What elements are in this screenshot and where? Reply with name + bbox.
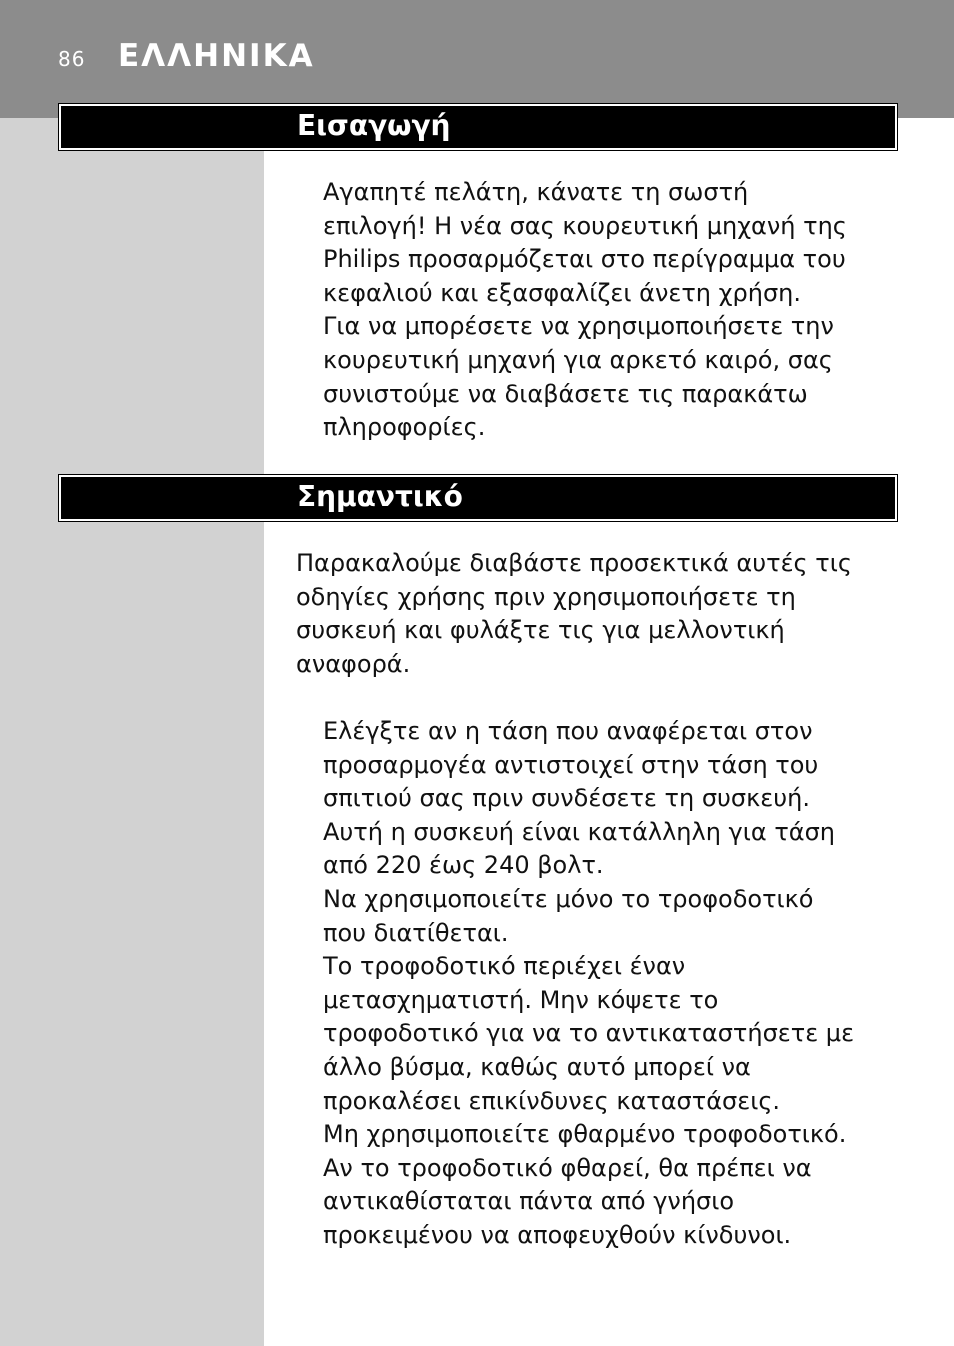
- side-margin-column: [0, 118, 264, 1346]
- text-line: Ελέγξτε αν η τάση που αναφέρεται στον: [323, 717, 813, 745]
- text-line: άλλο βύσμα, καθώς αυτό μπορεί να: [323, 1052, 751, 1081]
- text-line: από 220 έως 240 βολτ.: [323, 851, 604, 880]
- text-line: σπιτιού σας πριν συνδέσετε τη συσκευή.: [323, 784, 810, 813]
- section-title: Εισαγωγή: [297, 109, 451, 142]
- text-line: Αυτή η συσκευή είναι κατάλληλη για τάση: [323, 817, 836, 846]
- section-heading-bar: [59, 104, 897, 150]
- text-line: Αν το τροφοδοτικό φθαρεί, θα πρέπει να: [323, 1153, 812, 1182]
- text-line: κεφαλιού και εξασφαλίζει άνετη χρήση.: [323, 278, 801, 307]
- section-heading-bar: [59, 475, 897, 521]
- text-line: τροφοδοτικό για να το αντικαταστήσετε με: [323, 1019, 855, 1048]
- text-line: πληροφορίες.: [323, 413, 486, 442]
- intro-paragraph: [323, 176, 847, 445]
- important-body-paragraph: [323, 715, 854, 1253]
- important-intro-paragraph: [296, 547, 852, 681]
- text-line: Μη χρησιμοποιείτε φθαρμένο τροφοδοτικό.: [323, 1120, 847, 1149]
- text-line: αναφορά.: [296, 649, 411, 678]
- section-title: Σημαντικό: [297, 480, 463, 513]
- text-line: Το τροφοδοτικό περιέχει έναν: [323, 952, 686, 981]
- text-line: οδηγίες χρήσης πριν χρησιμοποιήσετε τη: [296, 582, 796, 611]
- page-number: 86: [58, 47, 86, 71]
- text-line: Αγαπητέ πελάτη, κάνατε τη σωστή: [323, 178, 749, 206]
- text-line: Philips προσαρμόζεται στο περίγραμμα του: [323, 245, 846, 274]
- text-line: αντικαθίσταται πάντα από γνήσιο: [323, 1187, 735, 1216]
- text-line: Να χρησιμοποιείτε μόνο το τροφοδοτικό: [323, 884, 814, 913]
- language-title: ΕΛΛΗΝΙΚΑ: [118, 38, 315, 74]
- text-line: Παρακαλούμε διαβάστε προσεκτικά αυτές τις: [296, 549, 852, 577]
- text-line: συνιστούμε να διαβάσετε τις παρακάτω: [323, 379, 808, 408]
- text-line: προκειμένου να αποφευχθούν κίνδυνοι.: [323, 1220, 792, 1249]
- text-line: προκαλέσει επικίνδυνες καταστάσεις.: [323, 1086, 781, 1115]
- text-line: επιλογή! Η νέα σας κουρευτική μηχανή της: [323, 211, 847, 240]
- text-line: Για να μπορέσετε να χρησιμοποιήσετε την: [323, 312, 834, 341]
- text-line: που διατίθεται.: [323, 918, 509, 947]
- text-line: κουρευτική μηχανή για αρκετό καιρό, σας: [323, 345, 833, 374]
- text-line: μετασχηματιστή. Μην κόψετε το: [323, 985, 719, 1014]
- text-line: συσκευή και φυλάξτε τις για μελλοντική: [296, 616, 785, 645]
- text-line: προσαρμογέα αντιστοιχεί στην τάση του: [323, 750, 819, 779]
